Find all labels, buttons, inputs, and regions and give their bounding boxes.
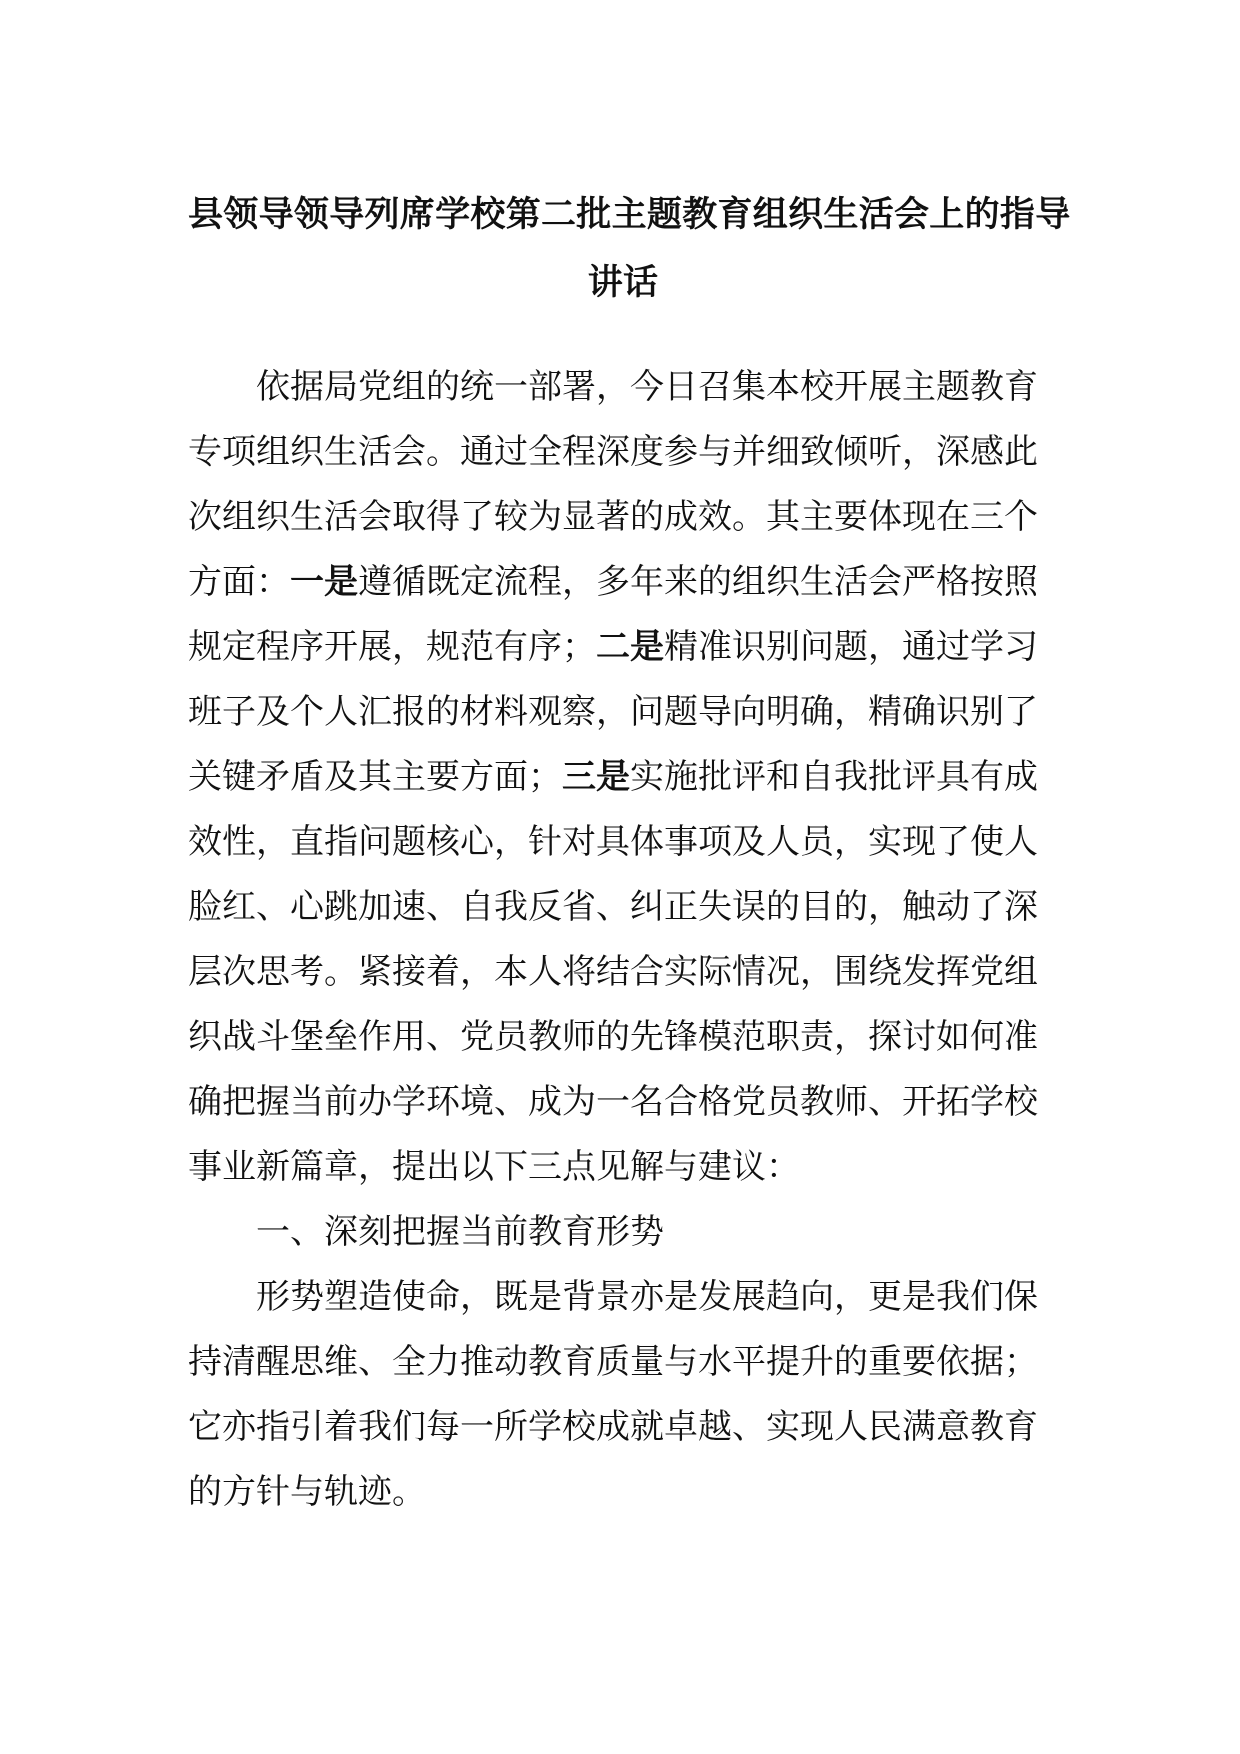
paragraph-line: 它亦指引着我们每一所学校成就卓越、实现人民满意教育 <box>188 1407 1038 1447</box>
paragraph-line: 班子及个人汇报的材料观察，问题导向明确，精确识别了 <box>188 692 1038 732</box>
line-text: 关键矛盾及其主要方面； <box>188 757 562 797</box>
emphasis-second-point: 二是 <box>596 627 664 667</box>
title-line-1: 县领导领导列席学校第二批主题教育组织生活会上的指导 <box>188 195 1071 235</box>
paragraph-line: 脸红、心跳加速、自我反省、纠正失误的目的，触动了深 <box>188 887 1038 927</box>
paragraph-line: 织战斗堡垒作用、党员教师的先锋模范职责，探讨如何准 <box>188 1017 1038 1057</box>
paragraph-line: 层次思考。紧接着，本人将结合实际情况，围绕发挥党组 <box>188 952 1038 992</box>
line-text: 遵循既定流程，多年来的组织生活会严格按照 <box>358 562 1038 602</box>
paragraph-line: 形势塑造使命，既是背景亦是发展趋向，更是我们保 <box>256 1277 1038 1317</box>
paragraph-line: 的方针与轨迹。 <box>188 1472 426 1512</box>
paragraph-line: 效性，直指问题核心，针对具体事项及人员，实现了使人 <box>188 822 1038 862</box>
paragraph-line <box>188 627 1038 667</box>
paragraph-line: 确把握当前办学环境、成为一名合格党员教师、开拓学校 <box>188 1082 1038 1122</box>
title-line-2: 讲话 <box>587 263 659 303</box>
paragraph-line: 专项组织生活会。通过全程深度参与并细致倾听，深感此 <box>188 432 1038 472</box>
paragraph-1 <box>188 367 1038 1187</box>
paragraph-line <box>188 562 1038 602</box>
paragraph-2 <box>188 1277 1038 1512</box>
line-text: 方面： <box>188 562 290 602</box>
emphasis-first-point: 一是 <box>290 562 358 602</box>
paragraph-line: 次组织生活会取得了较为显著的成效。其主要体现在三个 <box>188 497 1038 537</box>
emphasis-third-point: 三是 <box>562 757 630 797</box>
document-title <box>188 195 1071 303</box>
paragraph-line: 依据局党组的统一部署，今日召集本校开展主题教育 <box>256 367 1038 407</box>
line-text: 精准识别问题，通过学习 <box>664 627 1038 667</box>
section-heading: 一、深刻把握当前教育形势 <box>256 1212 664 1252</box>
line-text: 规定程序开展，规范有序； <box>188 627 596 667</box>
paragraph-line: 事业新篇章，提出以下三点见解与建议： <box>188 1147 800 1187</box>
line-text: 实施批评和自我批评具有成 <box>630 757 1038 797</box>
document-body <box>188 367 1038 1539</box>
paragraph-line <box>188 757 1038 797</box>
paragraph-line: 持清醒思维、全力推动教育质量与水平提升的重要依据； <box>188 1342 1038 1382</box>
